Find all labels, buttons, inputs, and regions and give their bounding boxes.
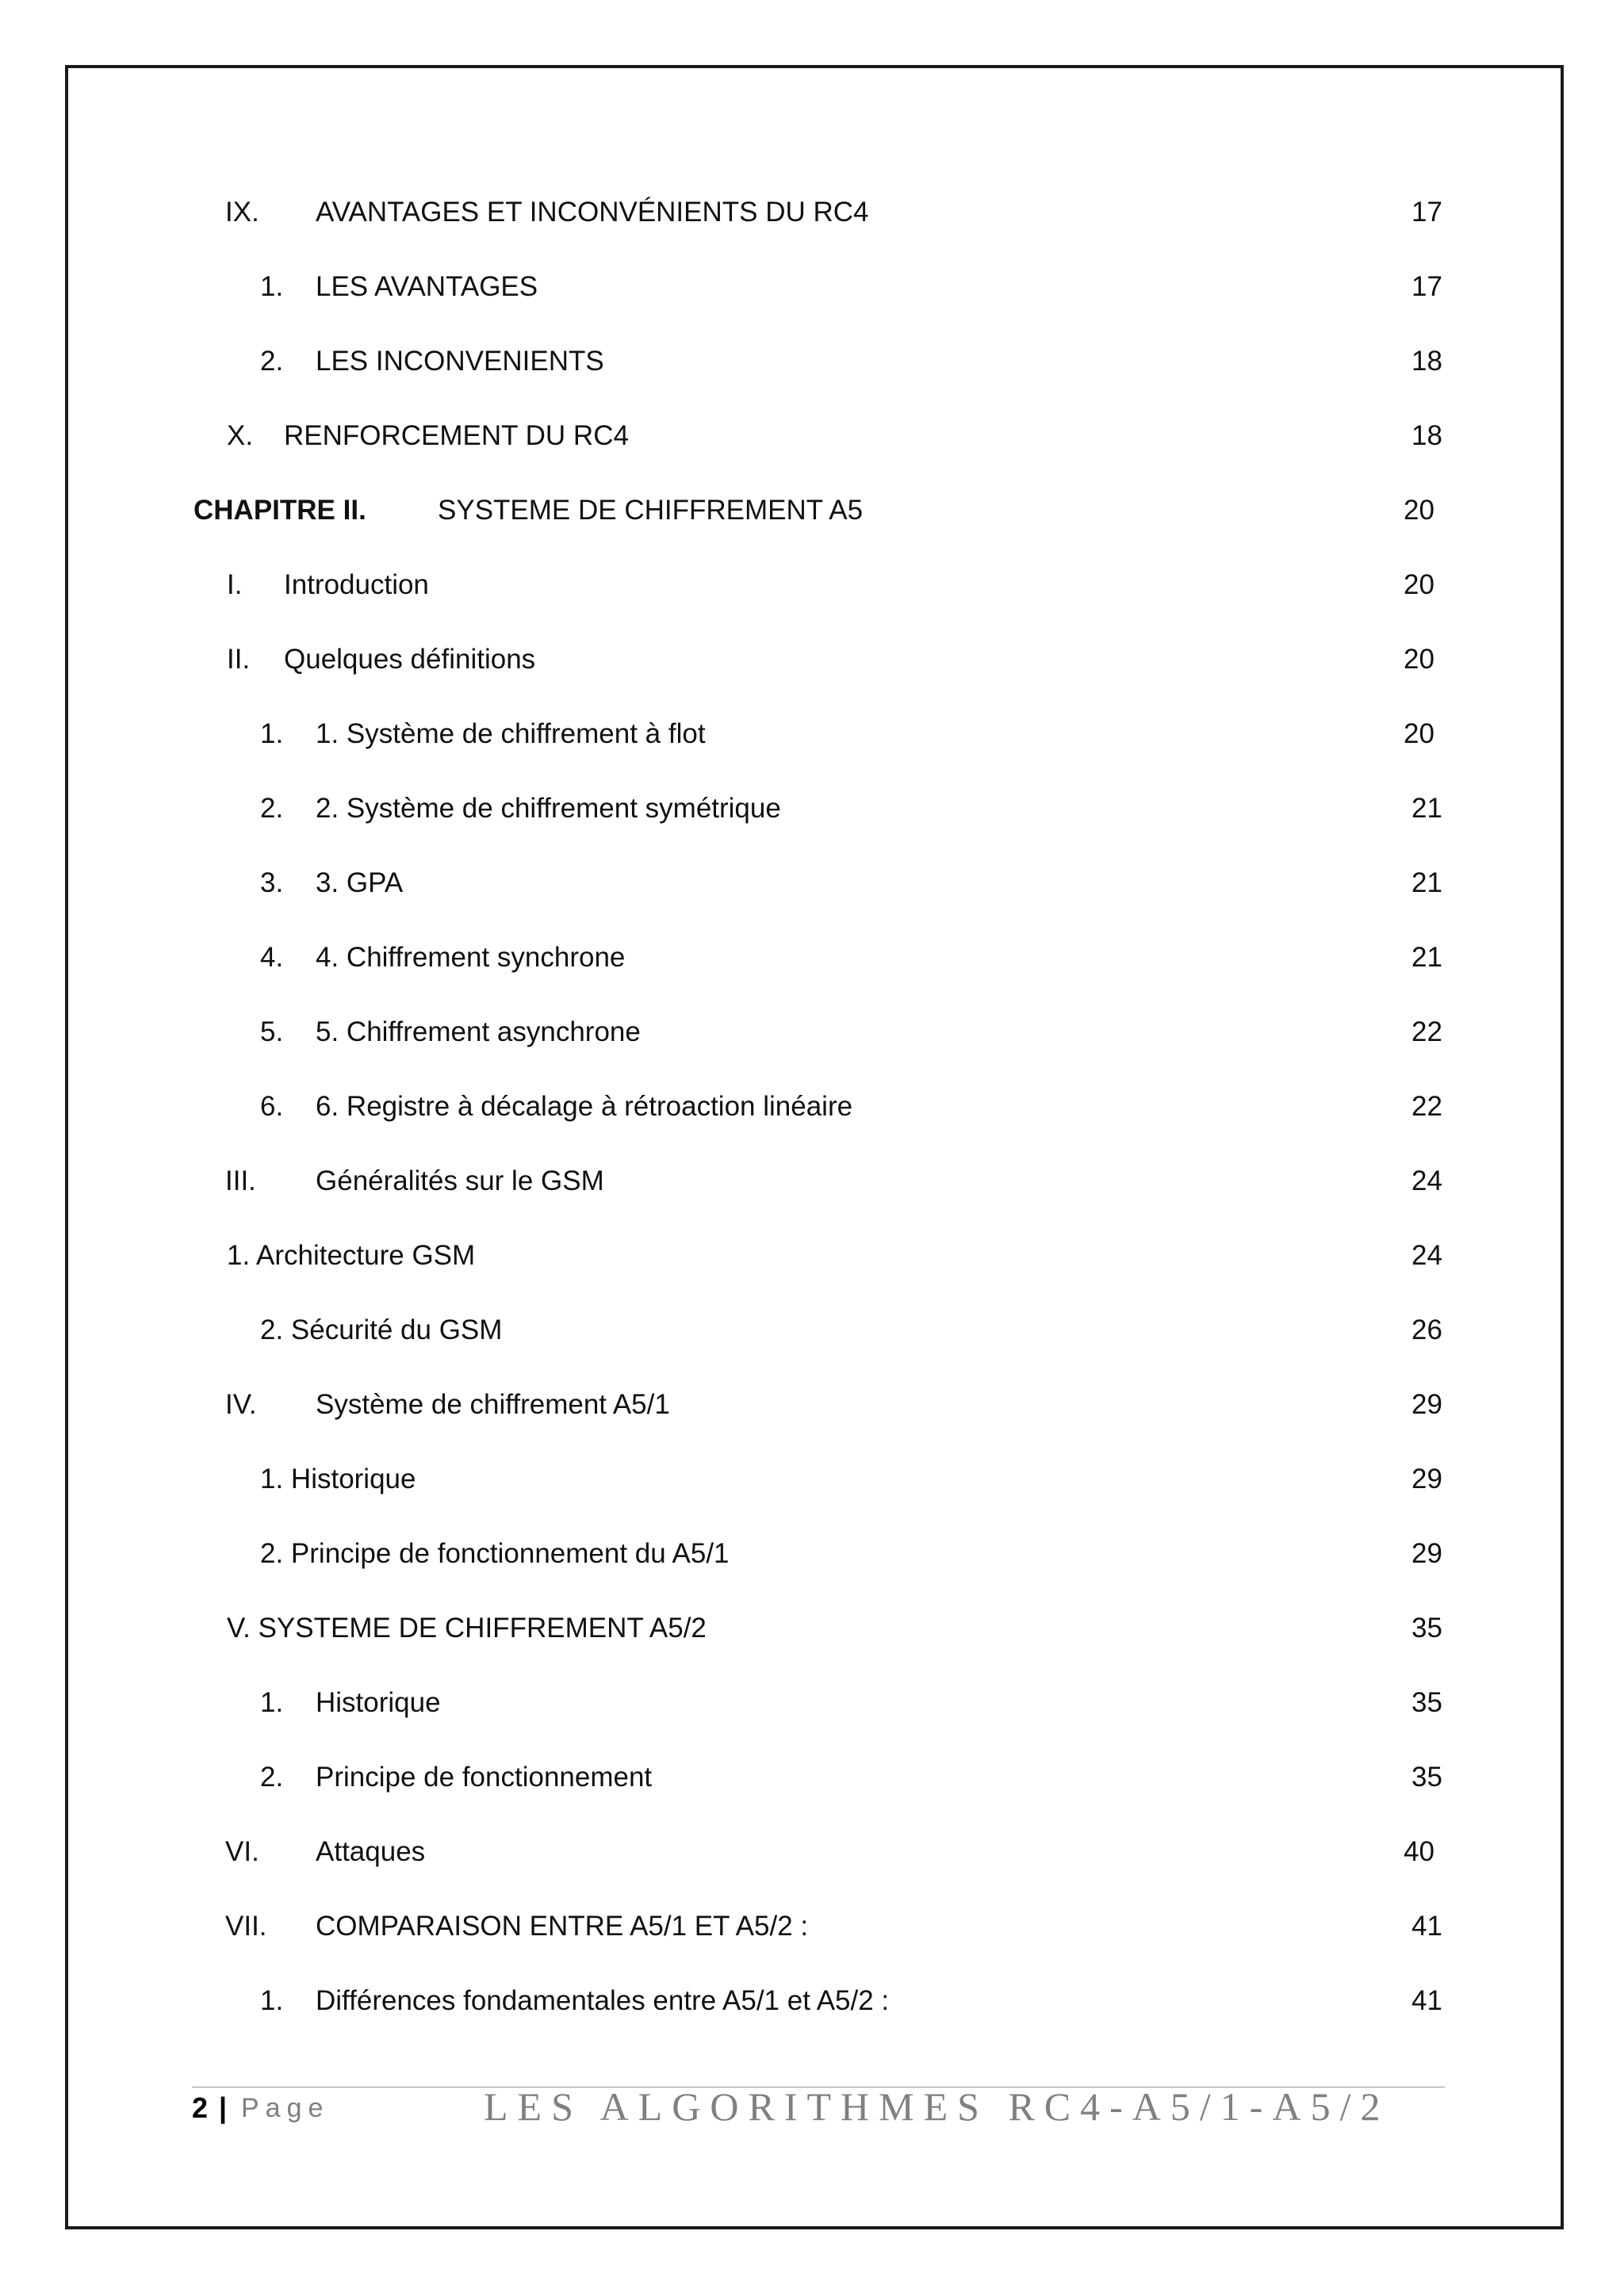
toc-entry-title: Quelques définitions [284,636,538,683]
toc-entry-page: 20 [1400,710,1443,758]
toc-entry-title: SYSTEME DE CHIFFREMENT A5 [438,487,866,534]
toc-entry-number: X. [227,412,253,460]
toc-entry-title: RENFORCEMENT DU RC4 [284,412,632,460]
toc-entry-title: 2. Principe de fonctionnement du A5/1 [260,1530,733,1578]
toc-entry-number: IX. [225,189,259,236]
toc-entry-number: 3. [260,859,283,907]
toc-entry-title: V. SYSTEME DE CHIFFREMENT A5/2 [227,1605,710,1652]
toc-entry-page: 29 [1408,1381,1443,1429]
toc-entry-title: 5. Chiffrement asynchrone [316,1008,644,1056]
footer-page-label: Page [241,2093,330,2123]
toc-entry-number: 5. [260,1008,283,1056]
toc-entry-page: 21 [1408,934,1443,982]
toc-entry-number: 2. [260,338,283,385]
toc-entry-page: 29 [1408,1530,1443,1578]
toc-entry-title: 6. Registre à décalage à rétroaction linéaire [316,1083,856,1131]
toc-entry-page: 24 [1408,1158,1443,1205]
toc-entry-page: 35 [1408,1754,1443,1801]
toc-entry-number: 1. [260,1977,283,2025]
toc-entry-title: Système de chiffrement A5/1 [316,1381,673,1429]
toc-entry-page: 22 [1408,1008,1443,1056]
toc-entry-title: 2. Système de chiffrement symétrique [316,785,784,832]
toc-entry-title: COMPARAISON ENTRE A5/1 ET A5/2 : [316,1903,811,1950]
toc-entry-title: Généralités sur le GSM [316,1158,607,1205]
toc-entry-page: 35 [1408,1679,1443,1727]
footer-page-number: 2 [192,2091,209,2124]
toc-entry-title: LES AVANTAGES [316,263,541,311]
toc-entry-title: AVANTAGES ET INCONVÉNIENTS DU RC4 [316,189,872,236]
toc-entry-title: 4. Chiffrement synchrone [316,934,628,982]
footer-document-title: LES ALGORITHMES RC4-A5/1-A5/2 [484,2084,1390,2129]
toc-entry-title: 1. Système de chiffrement à flot [316,710,709,758]
toc-chapter-number: CHAPITRE II. [193,487,366,534]
toc-entry-number: IV. [225,1381,257,1429]
toc-entry-page: 21 [1408,785,1443,832]
toc-entry-number: 4. [260,934,283,982]
toc-entry-number: VII. [225,1903,267,1950]
toc-entry-title: 2. Sécurité du GSM [260,1307,505,1354]
toc-entry-page: 20 [1400,561,1443,609]
toc-entry-title: 3. GPA [316,859,406,907]
toc-entry-page: 29 [1408,1456,1443,1503]
toc-entry-number: III. [225,1158,256,1205]
toc-entry-page: 24 [1408,1232,1443,1280]
toc-entry-page: 40 [1400,1828,1443,1876]
toc-entry-page: 22 [1408,1083,1443,1131]
toc-entry-page: 18 [1408,338,1443,385]
toc-entry-title: LES INCONVENIENTS [316,338,607,385]
toc-entry-number: 1. [260,710,283,758]
toc-entry-page: 17 [1408,189,1443,236]
toc-entry-title: Attaques [316,1828,428,1876]
toc-entry-page: 20 [1400,487,1443,534]
toc-entry-number: 2. [260,1754,283,1801]
toc-entry-title: Principe de fonctionnement [316,1754,655,1801]
toc-entry-page: 20 [1400,636,1443,683]
toc-entry-title: Introduction [284,561,432,609]
toc-entry-number: 6. [260,1083,283,1131]
toc-entry-title: Historique [316,1679,444,1727]
toc-entry-title: 1. Architecture GSM [227,1232,478,1280]
toc-entry-page: 17 [1408,263,1443,311]
toc-entry-title: Différences fondamentales entre A5/1 et A5/2 : [316,1977,892,2025]
toc-entry-number: 1. [260,1679,283,1727]
toc-entry-number: I. [227,561,242,609]
toc-entry-number: VI. [225,1828,259,1876]
toc-entry-number: 2. [260,785,283,832]
toc-entry-page: 35 [1408,1605,1443,1652]
toc-entry-page: 18 [1408,412,1443,460]
toc-entry-number: 1. [260,263,283,311]
toc-entry-title: 1. Historique [260,1456,419,1503]
footer-separator: | [219,2091,228,2124]
toc-entry-number: II. [227,636,250,683]
toc-entry-page: 21 [1408,859,1443,907]
toc-entry-page: 41 [1408,1977,1443,2025]
toc-entry-page: 26 [1408,1307,1443,1354]
toc-entry-page: 41 [1408,1903,1443,1950]
